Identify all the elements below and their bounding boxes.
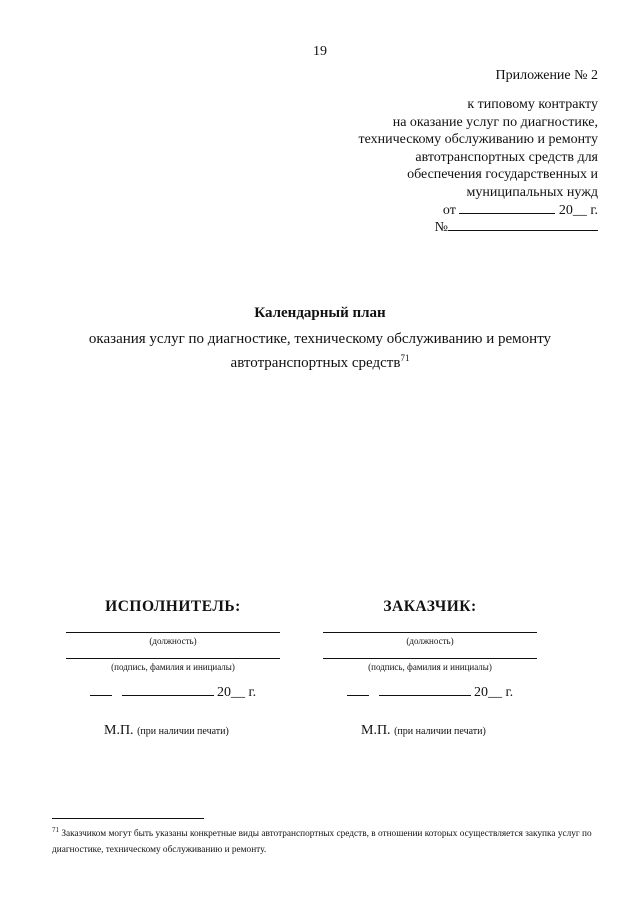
- appendix-line: техническому обслуживанию и ремонту: [358, 132, 598, 147]
- executor-heading: ИСПОЛНИТЕЛЬ:: [105, 598, 241, 615]
- executor-signature-block: [66, 598, 280, 739]
- date-year: 20__ г.: [558, 203, 598, 218]
- customer-heading: ЗАКАЗЧИК:: [383, 598, 477, 615]
- executor-signature-line: [66, 658, 280, 659]
- customer-signature-block: [323, 598, 537, 739]
- executor-date-year: 20__ г.: [217, 685, 257, 700]
- contract-number-line: [435, 218, 598, 236]
- plan-subtitle-line-2: [0, 349, 640, 373]
- customer-date-year: 20__ г.: [474, 685, 514, 700]
- plan-subtitle-text: автотранспортных средств: [230, 355, 401, 371]
- customer-signature-caption: (подпись, фамилия и инициалы): [368, 662, 492, 672]
- plan-title: Календарный план: [254, 305, 386, 321]
- footnote-text: Заказчиком могут быть указаны конкретные виды автотранспортных средств, в отношении которых осуществляется закупка услуг по диагностике, техническому обслуживанию и ремонту.: [52, 829, 592, 855]
- footnote-number: 71: [52, 826, 59, 834]
- executor-month-blank: [122, 683, 214, 696]
- appendix-line: обеспечения государственных и: [407, 167, 598, 182]
- customer-position-caption: (должность): [406, 636, 454, 646]
- customer-month-blank: [379, 683, 471, 696]
- appendix-line: к типовому контракту: [467, 97, 598, 112]
- appendix-reference: [358, 96, 598, 201]
- executor-date: [66, 683, 280, 701]
- customer-day-blank: [347, 683, 369, 696]
- plan-subtitle-line-1: оказания услуг по диагностике, техническому обслуживанию и ремонту: [88, 331, 552, 347]
- executor-stamp: [104, 723, 280, 739]
- footnote-reference: 71: [400, 353, 410, 363]
- customer-stamp-note: (при наличии печати): [394, 726, 486, 737]
- customer-date: [323, 683, 537, 701]
- executor-signature-caption: (подпись, фамилия и инициалы): [111, 662, 235, 672]
- page-number: 19: [313, 44, 327, 59]
- number-blank: [448, 218, 598, 231]
- executor-stamp-main: М.П.: [104, 723, 134, 738]
- date-blank: [459, 201, 555, 214]
- customer-signature-line: [323, 658, 537, 659]
- customer-position-line: [323, 632, 537, 633]
- customer-stamp-main: М.П.: [361, 723, 391, 738]
- date-prefix: от: [442, 203, 456, 218]
- executor-position-line: [66, 632, 280, 633]
- executor-day-blank: [90, 683, 112, 696]
- executor-stamp-note: (при наличии печати): [137, 726, 229, 737]
- appendix-title: Приложение № 2: [495, 68, 598, 83]
- footnote: [52, 823, 600, 858]
- appendix-line: муниципальных нужд: [466, 184, 598, 200]
- footnote-separator: [52, 818, 204, 819]
- number-label: №: [434, 220, 448, 235]
- customer-stamp: [361, 723, 537, 739]
- plan-subtitle: [0, 330, 640, 373]
- executor-position-caption: (должность): [149, 636, 197, 646]
- appendix-line: автотранспортных средств для: [415, 149, 598, 165]
- contract-date-line: [443, 201, 598, 219]
- appendix-line: на оказание услуг по диагностике,: [392, 114, 598, 130]
